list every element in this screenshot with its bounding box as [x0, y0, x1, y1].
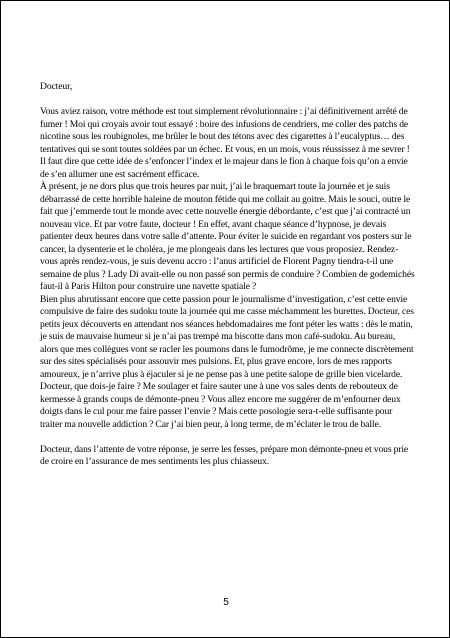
- paragraph-1: Vous aviez raison, votre méthode est tout simplement révolutionnaire : j’ai définitivement arrêté de fumer ! Moi qui croyais avoir tout essayé : boire des infusions de cendriers, me coller des patchs de nicotine sous les roubignoles, me brûler le bout des tétons avec des cigarettes à l’eucalyptus… des tentatives qui se sont toutes soldées par un échec. Et vous, en un mois, vous réussissez à me sevrer ! Il faut dire que cette idée de s’enfoncer l’index et le majeur dans le fion à chaque fois qu’on a envie de s’en allumer une est sacrément efficace.: [40, 106, 410, 180]
- paragraph-3: Bien plus abrutissant encore que cette passion pour le journalisme d’investigation, c’est cette envie compulsive de faire des sudoku toute la journée qui me casse méchamment les burettes. Docteur, ces petits jeux découverts en attendant nos séances hebdomadaires me font péter les watts : dès le matin, je suis de mauvaise humeur si je n’ai pas trempé ma biscotte dans mon café-sudoku. Au bureau, alors que mes collègues vont se racler les poumons dans le fumodrôme, je me connecte discrètement sur des sites spécialisés pour assouvir mes pulsions. Et, plus grave encore, lors de mes rapports amoureux, je n’arrive plus à éjaculer si je ne pense pas à une petite salope de grille bien vicelarde.: [40, 293, 414, 380]
- closing-paragraph: Docteur, dans l’attente de votre réponse, je serre les fesses, prépare mon démonte-pneu et vous prie de croire en l’assurance de mes sentiments les plus chiasseux.: [40, 443, 409, 467]
- page-number: 5: [223, 597, 229, 608]
- letter-body: [40, 81, 415, 469]
- salutation: Docteur,: [40, 81, 73, 92]
- paragraph-2: À présent, je ne dors plus que trois heures par nuit, j’ai le braquemart toute la journée et je suis débarrassé de cette horrible haleine de mouton fétide qui me collait au goitre. Mais le souci, outre le fait que j’emmerde tout le monde avec cette nouvelle énergie débordante, c’est que j’ai contracté un nouveau vice. Et par votre faute, docteur ! En effet, avant chaque séance d’hypnose, je devais patienter deux heures dans votre salle d’attente. Pour éviter le suicide en regardant vos posters sur le cancer, la dysenterie et le choléra, je me plongeais dans les lectures que vous proposiez. Rendez-vous après rendez-vous, je suis devenu accro : l’anus artificiel de Florent Pagny tiendra-t-il une semaine de plus ? Lady Di avait-elle ou non passé son permis de conduire ? Combien de godemichés faut-il à Paris Hilton pour construire une navette spatiale ?: [40, 181, 415, 292]
- paragraph-4: Docteur, que dois-je faire ? Me soulager et faire sauter une à une vos sales dents de rebouteux de kermesse à grands coups de démonte-pneu ? Vous allez encore me suggérer de m’enfourner deux doigts dans le cul pour me faire passer l’envie ? Mais cette posologie sera-t-elle suffisante pour traiter ma nouvelle addiction ? Car j’ai bien peur, à long terme, de m’éclater le trou de balle.: [40, 381, 401, 430]
